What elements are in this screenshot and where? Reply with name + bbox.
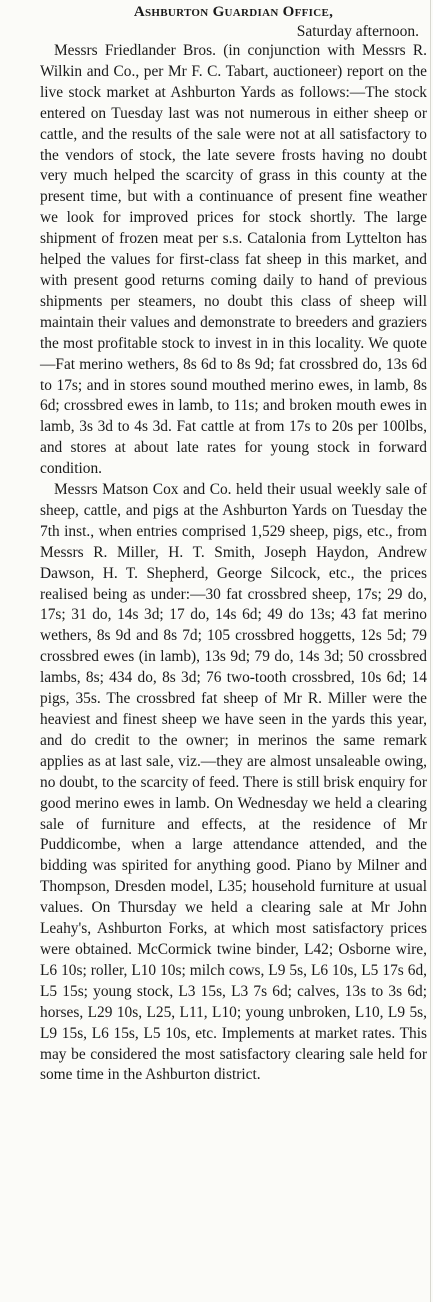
article-paragraph-matson-cox: Messrs Matson Cox and Co. held their usual weekly sale of sheep, cattle, and pigs at the Ashburton Yards on Tuesday the 7th inst., when entries comprised 1,529 sheep, pigs, etc., from Messrs R. Miller, H. T. Smith, Joseph Haydon, Andrew Dawson, H. T. Shepherd, George Silcock, etc., the prices realised being as under:—30 fat crossbred sheep, 17s; 29 do, 17s; 31 do, 14s 3d; 17 do, 14s 6d; 49 do 13s; 43 fat merino wethers, 8s 9d and 8s 7d; 105 crossbred hoggetts, 12s 5d; 79 crossbred ewes (in lamb), 13s 9d; 79 do, 14s 3d; 50 crossbred lambs, 8s; 434 do, 8s 3d; 76 two-tooth crossbred, 10s 6d; 14 pigs, 35s. The crossbred fat sheep of Mr R. Miller were the heaviest and finest sheep we have seen in the yards this year, and do credit to the owner; in merinos the same remark applies as at last sale, viz.—they are almost unsaleable owing, no doubt, to the scarcity of feed. There is still brisk enquiry for good merino ewes in lamb. On Wednesday we held a clearing sale of furniture and effects, at the residence of Mr Puddicombe, when a large attendance attended, and the bidding was spirited for anything good. Piano by Milner and Thompson, Dresden model, L35; household furniture at usual values. On Thursday we held a clearing sale at Mr John Leahy's, Ashburton Forks, at which most satisfactory prices were obtained. McCormick twine binder, L42; Osborne wire, L6 10s; roller, L10 10s; milch cows, L9 5s, L6 10s, L5 17s 6d, L5 15s; young stock, L3 15s, L3 7s 6d; calves, 13s to 3s 6d; horses, L29 10s, L25, L11, L10; young unbroken, L10, L9 5s, L9 15s, L6 15s, L5 10s, etc. Implements at market rates. This may be considered the most satisfactory clearing sale held for some time in the Ashburton district. xyxy=(40,481,427,1084)
article-subheading: Saturday afternoon. xyxy=(296,23,419,40)
article-heading: Ashburton Guardian Office, xyxy=(133,4,334,20)
column-rule xyxy=(430,0,431,1302)
article-paragraph-friedlander: Messrs Friedlander Bros. (in conjunction with Messrs R. Wilkin and Co., per Mr F. C. Tabart, auctioneer) report on the live stock market at Ashburton Yards as follows:—The stock entered on Tuesday last was not numerous in either sheep or cattle, and the results of the sale were not at all satisfactory to the vendors of stock, the late severe frosts having no doubt very much helped the scarcity of grass in this county at the present time, but with a continuance of present fine weather we look for improved prices for stock shortly. The large shipment of frozen meat per s.s. Catalonia from Lyttelton has helped the values for first-class fat sheep in this market, and with present good returns coming daily to hand of previous shipments per steamers, no doubt this class of sheep will maintain their values and demonstrate to breeders and graziers the most profitable stock to invest in in this locality. We quote—Fat merino wethers, 8s 6d to 8s 9d; fat crossbred do, 13s 6d to 17s; and in stores sound mouthed merino ewes, in lamb, 8s 6d; crossbred ewes in lamb, to 11s; and broken mouth ewes in lamb, 3s 3d to 4s 3d. Fat cattle at from 17s to 20s per 100lbs, and stores at about late rates for young stock in forward condition. xyxy=(40,42,427,478)
article-column xyxy=(40,3,427,1086)
